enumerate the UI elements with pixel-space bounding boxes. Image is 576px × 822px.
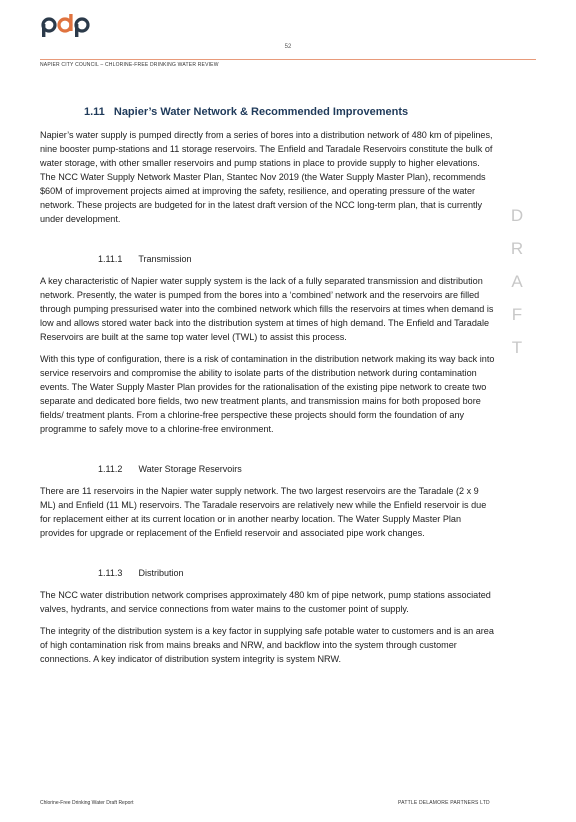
draft-watermark xyxy=(508,206,526,371)
paragraph: Napier’s water supply is pumped directly from a series of bores into a distribution network of 480 km of pipelines, nine booster pump-stations and 11 storage reservoirs. The Enfield and Taradale Reservoirs constitute the bulk of water storage, with other smaller reservoirs and pump stations in place to provide supply to higher elevations. The NCC Water Supply Network Master Plan, Stantec Nov 2019 (the Water Supply Master Plan), recommends $60M of improvement projects aimed at improving the safety, resilience, and operating pressure of the water network. These projects are budgeted for in the latest draft version of the NCC long-term plan, that is currently under development. xyxy=(40,130,493,224)
subsection-title: Distribution xyxy=(138,568,184,578)
pdp-logo xyxy=(40,14,92,40)
watermark-letter: R xyxy=(510,239,524,258)
paragraph: There are 11 reservoirs in the Napier water supply network. The two largest reservoirs are the Taradale (2 x 9 ML) and Enfield (11 ML) reservoirs. The Taradale reservoirs are relatively new while the Enfield reservoir is due for replacement either at its current location or in another nearby location. The Water Supply Master Plan provides for upgrade or replacement of the Enfield reservoir and associated pipe work changes. xyxy=(40,486,487,538)
paragraph: A key characteristic of Napier water supply system is the lack of a fully separated transmission and distribution network. Presently, the water is pumped from the bores into a ‘combined’ network and the reservoirs are filled through pumping pressurised water into the combined network which fills the reservoirs at times when demand is low and allows stored water back into the distribution system at times of high demand. The Enfield and Taradale Reservoirs are built at the same top water level (TWL) to assist this process. xyxy=(40,276,494,342)
main-content xyxy=(40,106,496,674)
subsection-heading xyxy=(98,568,496,578)
subsection-title: Transmission xyxy=(138,254,192,264)
section-title: Napier’s Water Network & Recommended Improvements xyxy=(113,106,409,118)
footer-company: PATTLE DELAMORE PARTNERS LTD xyxy=(398,800,490,806)
watermark-letter: F xyxy=(511,305,523,324)
watermark-letter: D xyxy=(510,206,524,225)
subsection-heading xyxy=(98,464,496,474)
paragraph: The integrity of the distribution system is a key factor in supplying safe potable water to customers and is an area of high contamination risk from mains breaks and NRW, and backflow into the system through customer connections. A key indicator of distribution system integrity is system NRW. xyxy=(40,626,494,664)
subsection-number: 1.11.1 xyxy=(98,254,123,264)
section-heading xyxy=(84,106,496,118)
section-number: 1.11 xyxy=(84,106,105,118)
footer-report-title: Chlorine-Free Drinking Water Draft Report xyxy=(40,800,134,806)
running-header: NAPIER CITY COUNCIL – CHLORINE-FREE DRINKING WATER REVIEW xyxy=(40,62,219,68)
header-divider xyxy=(40,59,536,60)
paragraph: With this type of configuration, there is a risk of contamination in the distribution network making its way back into service reservoirs and compromise the ability to isolate parts of the distribution network during contamination events. The Water Supply Master Plan provides for the rationalisation of the existing pipe network to create two separate and dedicated bore fields, two new treatment plants, and transmission mains for both proposed bore fields/ treatment plants. From a chlorine-free perspective these projects should form the foundation of any programme to safely move to a chlorine-free environment. xyxy=(40,354,495,434)
subsection-number: 1.11.2 xyxy=(98,464,123,474)
paragraph: The NCC water distribution network comprises approximately 480 km of pipe network, pump stations associated valves, hydrants, and service connections from water mains to the customer point of supply. xyxy=(40,590,491,614)
subsection-heading xyxy=(98,254,496,264)
watermark-letter: T xyxy=(511,338,523,357)
page-number: 52 xyxy=(284,44,292,50)
subsection-title: Water Storage Reservoirs xyxy=(138,464,242,474)
subsection-number: 1.11.3 xyxy=(98,568,123,578)
watermark-letter: A xyxy=(511,272,523,291)
